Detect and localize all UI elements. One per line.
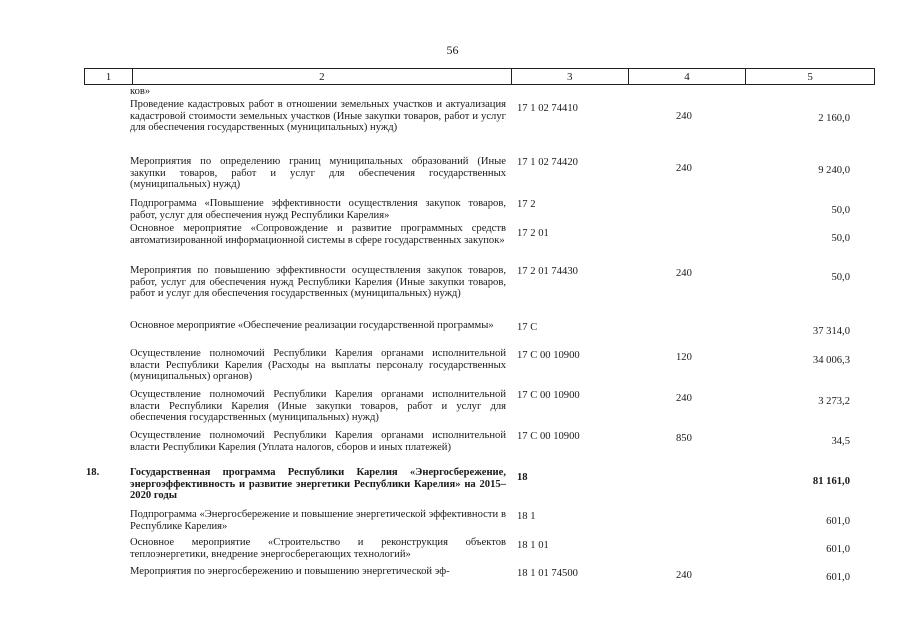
row-expense-type: 240: [676, 268, 692, 279]
row-code: 17 С 00 10900: [517, 431, 580, 442]
header-col-2: 2: [133, 69, 512, 84]
row-description: Проведение кадастровых работ в отношении земельных участков и актуализация кадастровой стоимости земельных участков (Иные закупки товаров, работ и услуг для обеспечения государственных (муниципальных) нужд): [130, 99, 506, 134]
row-amount: 601,0: [826, 544, 850, 555]
row-code: 17 С 00 10900: [517, 350, 580, 361]
row-amount: 3 273,2: [818, 396, 850, 407]
page-number: 56: [446, 43, 459, 57]
row-amount: 37 314,0: [812, 326, 850, 337]
row-code: 17 2 01 74430: [517, 266, 578, 277]
row-expense-type: 240: [676, 111, 692, 122]
row-amount: 50,0: [831, 233, 850, 244]
program-number: 18.: [86, 467, 100, 478]
continuation-text: ков»: [130, 86, 151, 97]
row-code: 17 2 01: [517, 228, 549, 239]
row-description: Осуществление полномочий Республики Карелия органами исполнительной власти Республики Карелия (Уплата налогов, сборов и иных платежей): [130, 430, 506, 453]
row-description: Основное мероприятие «Строительство и реконструкция объектов теплоэнергетики, внедрение энергосберегающих технологий»: [130, 537, 506, 560]
row-amount: 81 161,0: [812, 476, 850, 487]
row-expense-type: 850: [676, 433, 692, 444]
row-amount: 9 240,0: [818, 165, 850, 176]
row-amount: 601,0: [826, 572, 850, 583]
row-code: 18 1: [517, 511, 536, 522]
header-col-3: 3: [512, 69, 629, 84]
row-description: Мероприятия по определению границ муниципальных образований (Иные закупки товаров, работ и услуг для обеспечения государственных (муниципальных) нужд): [130, 156, 506, 191]
row-description: Подпрограмма «Энергосбережение и повышение энергетической эффективности в Республике Карелия»: [130, 509, 506, 532]
table-header: [84, 68, 875, 85]
row-description: Основное мероприятие «Сопровождение и развитие программных средств автоматизированной информационной системы в сфере государственных закупок»: [130, 223, 506, 246]
row-expense-type: 240: [676, 570, 692, 581]
row-description: Осуществление полномочий Республики Карелия органами исполнительной власти Республики Карелия (Иные закупки товаров, работ и услуг для обеспечения государственных (муниципальных) нужд): [130, 389, 506, 424]
row-code: 17 1 02 74410: [517, 103, 578, 114]
row-code: 17 2: [517, 199, 536, 210]
row-code: 18 1 01: [517, 540, 549, 551]
row-description: Подпрограмма «Повышение эффективности осуществления закупок товаров, работ, услуг для обеспечения нужд Республики Карелия»: [130, 198, 506, 221]
program-title: Государственная программа Республики Карелия «Энергосбережение, энергоэффективность и развитие энергетики Республики Карелия» на 2015–2020 годы: [130, 467, 506, 502]
row-description: Мероприятия по повышению эффективности осуществления закупок товаров, работ, услуг для обеспечения нужд Республики Карелия (Иные закупки товаров, работ и услуг для обеспечения государственных (муниципальных) нужд): [130, 265, 506, 300]
row-code: 17 1 02 74420: [517, 157, 578, 168]
row-amount: 601,0: [826, 516, 850, 527]
row-expense-type: 240: [676, 393, 692, 404]
row-description: Мероприятия по энергосбережению и повышению энергетической эф-: [130, 566, 450, 577]
row-code: 17 С 00 10900: [517, 390, 580, 401]
row-amount: 50,0: [831, 272, 850, 283]
row-description: Осуществление полномочий Республики Карелия органами исполнительной власти Республики Карелия (Расходы на выплаты персоналу государственных (муниципальных) органов): [130, 348, 506, 383]
row-amount: 2 160,0: [818, 113, 850, 124]
header-col-4: 4: [629, 69, 747, 84]
row-code: 18 1 01 74500: [517, 568, 578, 579]
row-code: 17 С: [517, 322, 538, 333]
row-amount: 34 006,3: [812, 355, 850, 366]
row-expense-type: 240: [676, 163, 692, 174]
row-description: Основное мероприятие «Обеспечение реализации государственной программы»: [130, 320, 494, 331]
row-expense-type: 120: [676, 352, 692, 363]
row-code: 18: [517, 472, 528, 483]
row-amount: 50,0: [831, 205, 850, 216]
header-col-1: 1: [85, 69, 133, 84]
row-amount: 34,5: [831, 436, 850, 447]
header-col-5: 5: [807, 70, 813, 83]
